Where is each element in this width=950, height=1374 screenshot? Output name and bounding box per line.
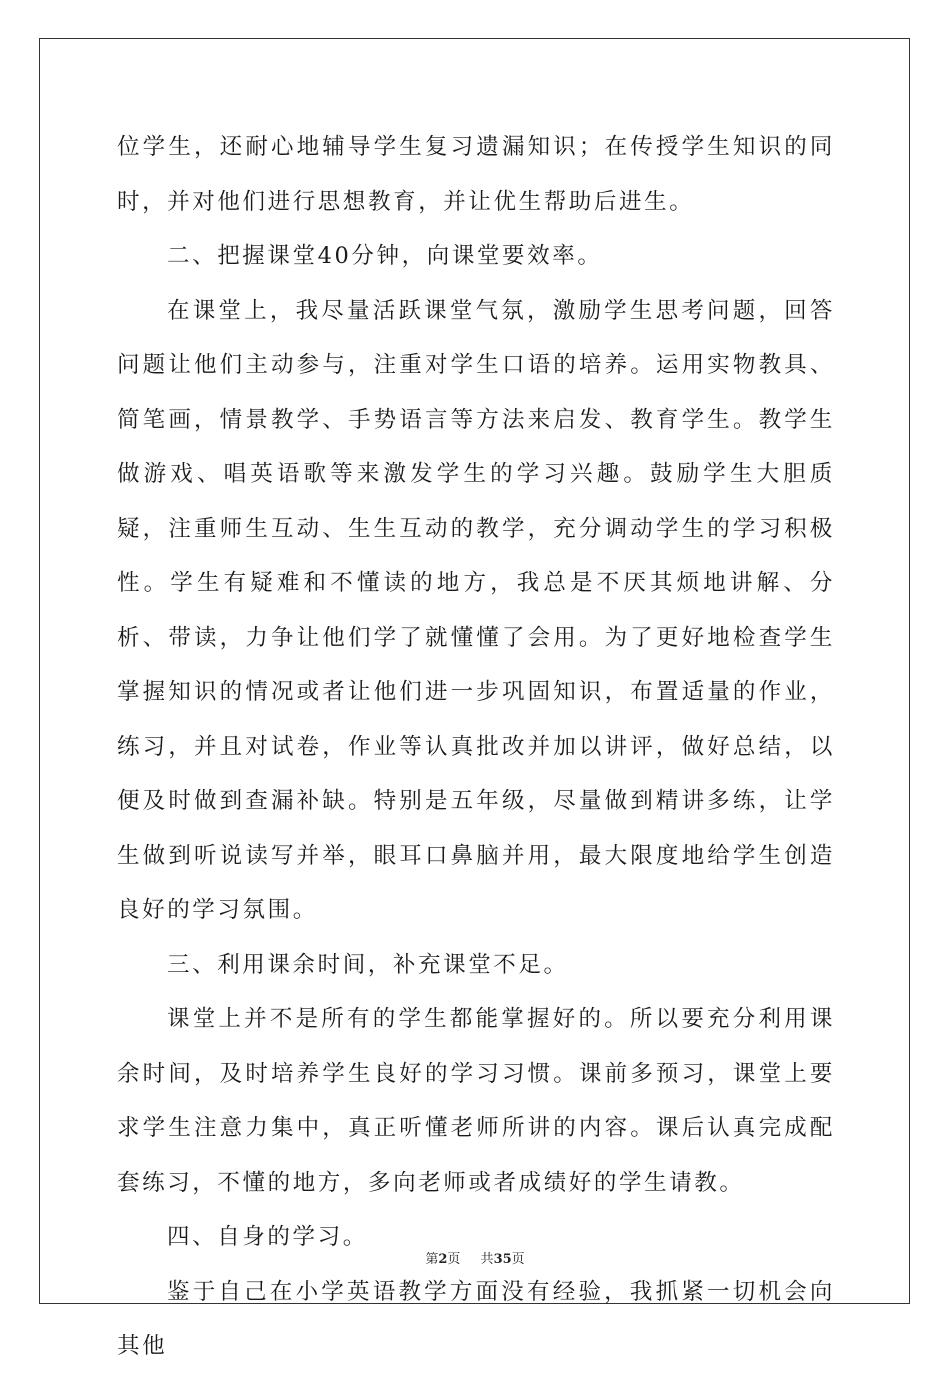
page-prefix: 第 bbox=[425, 1252, 439, 1267]
document-body bbox=[117, 120, 835, 1374]
section-heading: 二、把握课堂40分钟，向课堂要效率。 bbox=[167, 243, 603, 269]
paragraph: 课堂上并不是所有的学生都能掌握好的。所以要充分利用课余时间，及时培养学生良好的学习习惯。课前多预习，课堂上要求学生注意力集中，真正听懂老师所讲的内容。课后认真完成配套练习，不懂的地方，多向老师或者成绩好的学生请教。 bbox=[117, 1006, 835, 1196]
page-footer bbox=[0, 1248, 950, 1267]
page-number: 2 bbox=[438, 1252, 448, 1267]
paragraph: 位学生，还耐心地辅导学生复习遗漏知识；在传授学生知识的同时，并对他们进行思想教育，并让优生帮助后进生。 bbox=[117, 134, 835, 215]
section-heading: 三、利用课余时间，补充课堂不足。 bbox=[167, 951, 569, 978]
total-suffix: 页 bbox=[511, 1252, 525, 1267]
paragraph: 鉴于自己在小学英语教学方面没有经验，我抓紧一切机会向其他 bbox=[117, 1278, 835, 1359]
total-number: 35 bbox=[493, 1252, 512, 1267]
total-pages-indicator bbox=[481, 1248, 525, 1267]
total-prefix: 共 bbox=[480, 1252, 494, 1267]
section-heading: 四、自身的学习。 bbox=[167, 1224, 368, 1250]
paragraph: 在课堂上，我尽量活跃课堂气氛，激励学生思考问题，回答问题让他们主动参与，注重对学生口语的培养。运用实物教具、简笔画，情景教学、手势语言等方法来启发、教育学生。教学生做游戏、唱英语歌等来激发学生的学习兴趣。鼓励学生大胆质疑，注重师生互动、生生互动的教学，充分调动学生的学习积极性。学生有疑难和不懂读的地方，我总是不厌其烦地讲解、分析、带读，力争让他们学了就懂懂了会用。为了更好地检查学生掌握知识的情况或者让他们进一步巩固知识，布置适量的作业，练习，并且对试卷，作业等认真批改并加以讲评，做好总结，以便及时做到查漏补缺。特别是五年级，尽量做到精讲多练，让学生做到听说读写并举，眼耳口鼻脑并用，最大限度地给学生创造良好的学习氛围。 bbox=[117, 297, 835, 923]
page-suffix: 页 bbox=[447, 1252, 461, 1267]
page-indicator bbox=[425, 1248, 460, 1267]
